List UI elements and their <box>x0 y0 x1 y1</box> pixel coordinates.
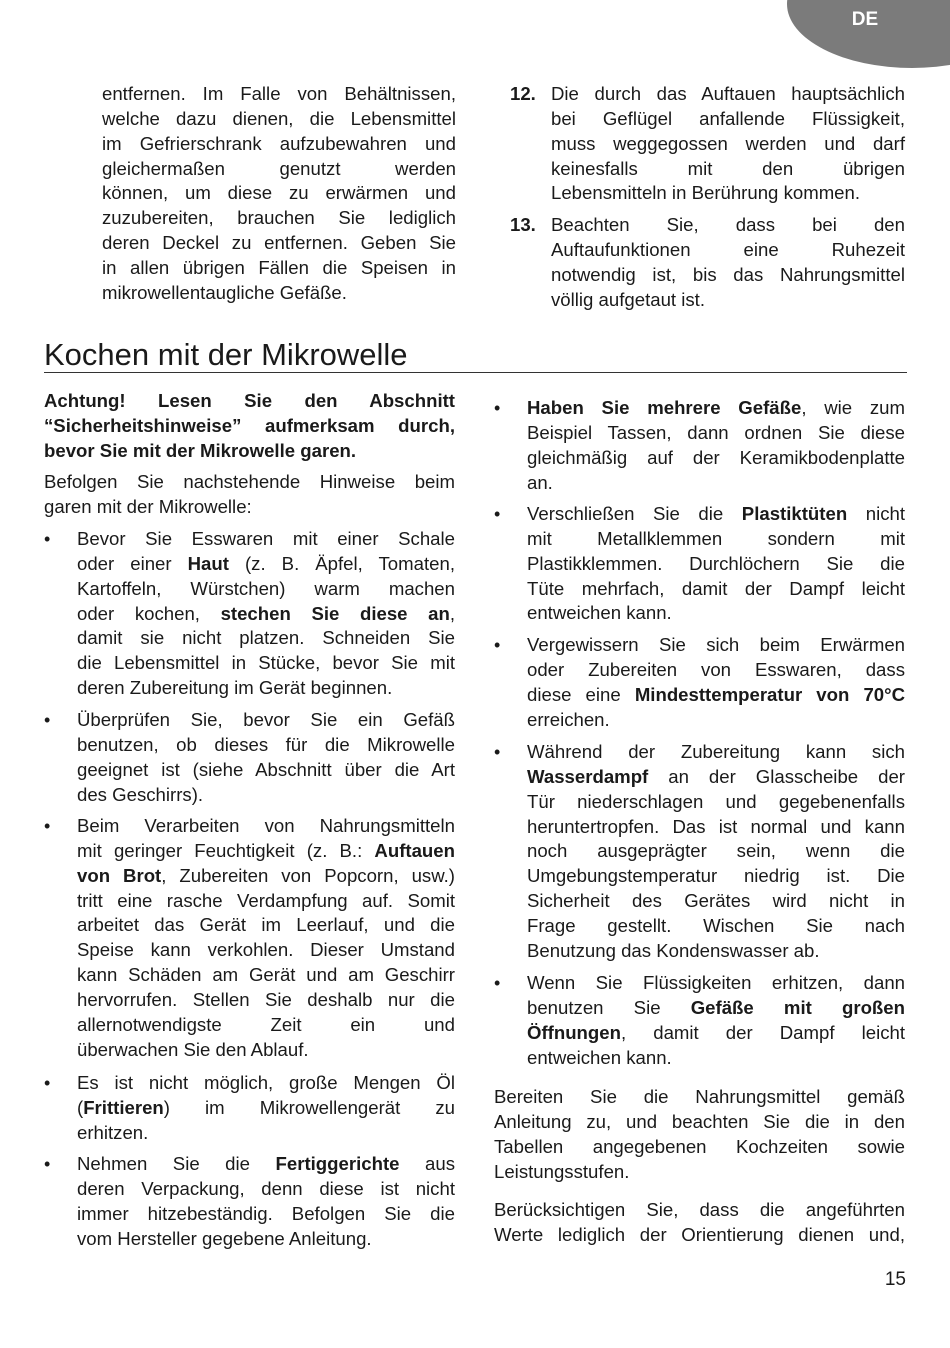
bullet-marker: • <box>44 529 51 549</box>
text-line: Plastikklemmen. Durchlöchern Sie die <box>527 552 905 574</box>
text-line: damit sie nicht platzen. Schneiden Sie <box>77 627 455 649</box>
text-line: deren Zubereitung im Gerät beginnen. <box>77 677 393 699</box>
text-line: Umgebungstemperatur niedrig ist. Die <box>527 865 905 887</box>
text-line: tritt eine rasche Verdampfung auf. Somit <box>77 889 455 911</box>
text-line: gleichmäßig auf der Keramikbodenplatte <box>527 446 905 468</box>
text-line: Benutzung das Kondenswasser ab. <box>527 939 820 961</box>
text-line: überwachen Sie den Ablauf. <box>77 1038 309 1060</box>
emphasis: Plastiktüten <box>741 503 848 524</box>
text-line: Nehmen Sie die Fertiggerichte aus <box>77 1153 455 1174</box>
text-line: Tabellen angegebenen Kochzeiten sowie <box>494 1135 905 1157</box>
bullet-marker: • <box>44 816 51 836</box>
text-line: mikrowellentaugliche Gefäße. <box>102 281 347 303</box>
text-line: können, um diese zu erwärmen und <box>102 182 456 204</box>
text-line: Beachten Sie, dass bei den <box>551 214 905 235</box>
text-line: deren Verpackung, denn diese ist nicht <box>77 1177 455 1199</box>
numbered-item-13 <box>551 213 905 312</box>
bullet-marker: • <box>494 742 501 762</box>
text-line: Beispiel Tassen, dann ordnen Sie diese <box>527 421 905 443</box>
text-line: Achtung! Lesen Sie den Abschnitt <box>44 390 455 411</box>
text-line: benutzen Sie Gefäße mit großen <box>527 996 905 1018</box>
text-line: bevor Sie mit der Mikrowelle garen. <box>44 439 357 461</box>
bullet-marker: • <box>494 504 501 524</box>
numbered-item-12 <box>551 82 905 206</box>
text-line: Kartoffeln, Würstchen) warm machen <box>77 577 455 599</box>
emphasis: Haben Sie mehrere Gefäße <box>527 397 802 418</box>
bullet-marker: • <box>494 398 501 418</box>
text-line: Während der Zubereitung kann sich <box>527 741 905 762</box>
text-line: garen mit der Mikrowelle: <box>44 495 252 517</box>
bullet-item <box>77 527 455 701</box>
bullet-item <box>77 708 455 807</box>
text-line: erreichen. <box>527 708 610 730</box>
text-line: Überprüfen Sie, bevor Sie ein Gefäß <box>77 709 455 730</box>
text-line: oder einer Haut (z. B. Äpfel, Tomaten, <box>77 552 455 574</box>
text-line: vom Hersteller gegebene Anleitung. <box>77 1227 372 1249</box>
text-line: Speise kann verkohlen. Dieser Umstand <box>77 939 455 961</box>
text-line: hervorrufen. Stellen Sie deshalb nur die <box>77 988 455 1010</box>
bullet-item <box>527 633 905 732</box>
text-line: oder Zubereiten von Esswaren, dass <box>527 658 905 680</box>
bullet-item <box>77 814 455 1062</box>
text-line: Wasserdampf an der Glasscheibe der <box>527 765 905 787</box>
text-line: allernotwendigste Zeit ein und <box>77 1013 455 1035</box>
text-line: Tür niederschlagen und gegebenenfalls <box>527 790 905 812</box>
text-line: in allen übrigen Fällen die Speisen in <box>102 256 456 278</box>
text-line: Haben Sie mehrere Gefäße, wie zum <box>527 397 905 418</box>
text-line: an. <box>527 471 553 493</box>
item-number-13: 13. <box>510 214 536 235</box>
text-line: Werte lediglich der Orientierung dienen und, <box>494 1223 905 1245</box>
text-line: heruntertropfen. Das ist normal und kann <box>527 815 905 837</box>
text-line: entfernen. Im Falle von Behältnissen, <box>102 83 456 104</box>
language-label: DE <box>851 9 879 30</box>
emphasis: Fertiggerichte <box>275 1153 400 1174</box>
text-line: im Gefrierschrank aufzubewahren und <box>102 132 456 154</box>
text-line: Verschließen Sie die Plastiktüten nicht <box>527 503 906 524</box>
text-line: diese eine Mindesttemperatur von 70°C <box>527 683 905 705</box>
text-line: Berücksichtigen Sie, dass die angeführten <box>494 1199 905 1220</box>
section-heading: Kochen mit der Mikrowelle <box>44 337 408 372</box>
instruction-paragraph <box>44 470 455 520</box>
text-line: muss weggegossen werden und darf <box>551 132 905 154</box>
text-line: zuzubereiten, brauchen Sie lediglich <box>102 207 456 229</box>
text-line: deren Deckel zu entfernen. Geben Sie <box>102 232 456 254</box>
text-line: von Brot, Zubereiten von Popcorn, usw.) <box>77 864 455 886</box>
page-number: 15 <box>884 1269 906 1290</box>
bullet-item <box>77 1071 455 1146</box>
text-line: völlig aufgetaut ist. <box>551 288 706 310</box>
text-line: Es ist nicht möglich, große Mengen Öl <box>77 1072 455 1093</box>
emphasis: Auftauen <box>374 839 455 861</box>
intro-paragraph <box>102 82 456 306</box>
text-line: (Frittieren) im Mikrowellengerät zu <box>77 1096 455 1118</box>
emphasis: stechen Sie diese an <box>220 602 450 624</box>
text-line: notwendig ist, bis das Nahrungsmittel <box>551 263 905 285</box>
bullet-item <box>527 502 905 626</box>
text-line: des Geschirrs). <box>77 783 204 805</box>
text-line: Befolgen Sie nachstehende Hinweise beim <box>44 471 455 492</box>
text-line: Lebensmitteln in Berührung kommen. <box>551 182 861 204</box>
text-line: bei Geflügel anfallende Flüssigkeit, <box>551 107 905 129</box>
text-line: geeignet ist (siehe Abschnitt über die Art <box>77 758 455 780</box>
text-line: Die durch das Auftauen hauptsächlich <box>551 83 905 104</box>
heading-rule <box>44 372 907 373</box>
text-line: mit geringer Feuchtigkeit (z. B.: Auftauen <box>77 839 455 861</box>
bullet-item <box>527 971 905 1070</box>
emphasis: Wasserdampf <box>527 765 649 787</box>
text-line: Beim Verarbeiten von Nahrungsmitteln <box>77 815 455 836</box>
text-line: Öffnungen, damit der Dampf leicht <box>527 1021 905 1043</box>
text-line: immer hitzebeständig. Befolgen Sie die <box>77 1202 455 1224</box>
text-line: mit Metallklemmen sondern mit <box>527 527 905 549</box>
text-line: entweichen kann. <box>527 1046 672 1068</box>
bullet-item <box>527 740 905 964</box>
text-line: Bereiten Sie die Nahrungsmittel gemäß <box>494 1086 905 1107</box>
bullet-item <box>527 396 905 495</box>
text-line: Tüte mehrfach, damit der Dampf leicht <box>527 577 905 599</box>
text-line: oder kochen, stechen Sie diese an, <box>77 602 455 624</box>
bullet-marker: • <box>494 973 501 993</box>
text-line: Anleitung zu, und beachten Sie die in den <box>494 1110 905 1132</box>
bullet-marker: • <box>494 635 501 655</box>
emphasis: von Brot <box>77 864 162 886</box>
text-line: entweichen kann. <box>527 602 672 624</box>
emphasis: Mindesttemperatur von 70°C <box>634 683 905 705</box>
text-line: erhitzen. <box>77 1121 149 1143</box>
warning-paragraph <box>44 389 455 464</box>
text-line: Wenn Sie Flüssigkeiten erhitzen, dann <box>527 972 905 993</box>
closing-paragraph <box>494 1198 905 1248</box>
emphasis: Öffnungen <box>527 1021 621 1043</box>
text-line: gleichermaßen genutzt werden <box>102 157 456 179</box>
text-line: noch ausgeprägter sein, wenn die <box>527 840 905 862</box>
text-line: keinesfalls mit den übrigen <box>551 157 905 179</box>
text-line: “Sicherheitshinweise” aufmerksam durch, <box>44 414 455 436</box>
text-line: Bevor Sie Esswaren mit einer Schale <box>77 528 455 549</box>
text-line: Auftaufunktionen eine Ruhezeit <box>551 238 905 260</box>
bullet-marker: • <box>44 1154 51 1174</box>
text-line: die Lebensmittel in Stücke, bevor Sie mit <box>77 652 455 674</box>
text-line: kann Schäden am Gerät und am Geschirr <box>77 964 455 986</box>
text-line: arbeitet das Gerät im Leerlauf, und die <box>77 914 455 936</box>
text-line: Vergewissern Sie sich beim Erwärmen <box>527 634 905 655</box>
emphasis: Gefäße mit großen <box>690 996 905 1018</box>
closing-paragraph <box>494 1085 905 1184</box>
text-line: benutzen, ob dieses für die Mikrowelle <box>77 733 455 755</box>
text-line: Frage gestellt. Wischen Sie nach <box>527 914 905 936</box>
bullet-marker: • <box>44 710 51 730</box>
bullet-item <box>77 1152 455 1251</box>
text-line: Sicherheit des Gerätes wird nicht in <box>527 890 905 912</box>
text-line: Leistungsstufen. <box>494 1160 630 1182</box>
emphasis: Frittieren <box>83 1096 164 1118</box>
text-line: welche dazu dienen, die Lebensmittel <box>102 107 456 129</box>
item-number-12: 12. <box>510 83 536 104</box>
emphasis: Haut <box>187 552 229 574</box>
bullet-marker: • <box>44 1073 51 1093</box>
